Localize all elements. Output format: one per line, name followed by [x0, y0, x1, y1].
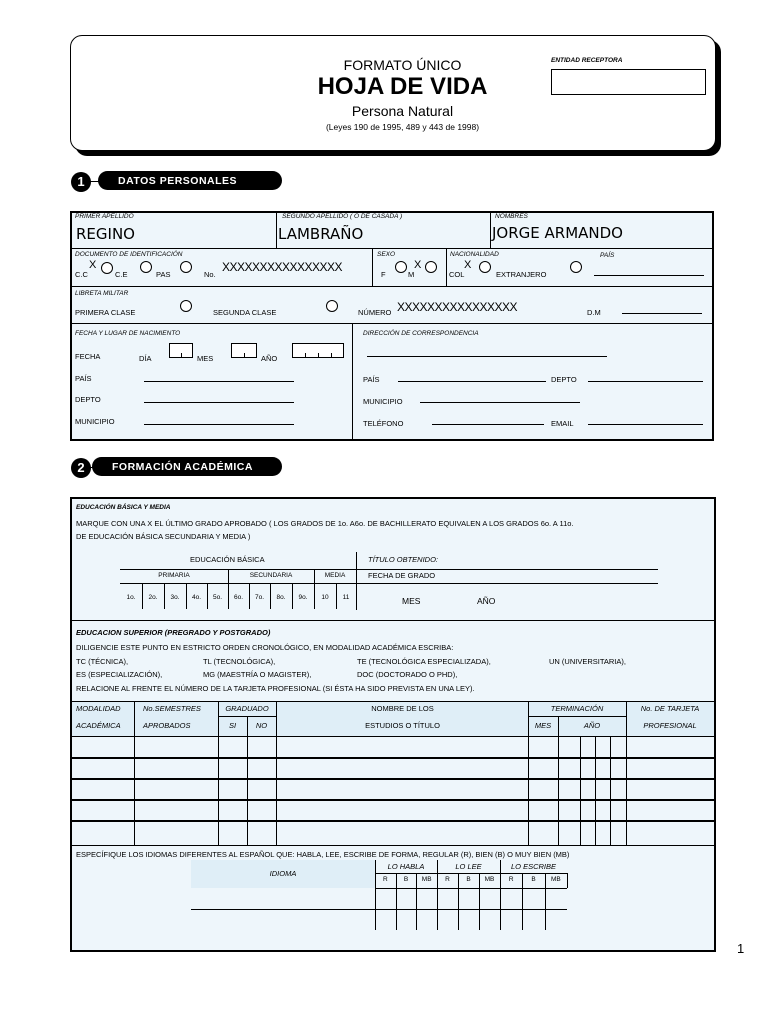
- libreta-label: LIBRETA MILITAR: [75, 290, 129, 297]
- skill-mb-label: MB: [550, 876, 561, 883]
- idiomas-instr: ESPECÍFIQUE LOS IDIOMAS DIFERENTES AL ESPAÑOL QUE: HABLA, LEE, ESCRIBE DE FORMA, REGULAR (R), BIEN (B) O MUY BIEN (MB): [76, 850, 570, 859]
- ce-radio[interactable]: [140, 261, 152, 273]
- libreta-number-value[interactable]: XXXXXXXXXXXXXXXX: [397, 300, 518, 314]
- table-row[interactable]: [70, 799, 716, 801]
- nacionalidad-label: NACIONALIDAD: [450, 251, 499, 258]
- telefono-field[interactable]: [432, 424, 544, 425]
- skill-r-label: R: [508, 876, 514, 883]
- numero-label: NÚMERO: [358, 308, 392, 317]
- mes-label: MES: [197, 354, 214, 363]
- te-label: TE (TECNOLÓGICA ESPECIALIZADA),: [357, 657, 491, 666]
- fecha-label: FECHA: [75, 352, 101, 361]
- page-number: 1: [737, 941, 745, 956]
- grado-cell[interactable]: 6o.: [233, 594, 244, 601]
- grado-mes-label: MES: [402, 596, 421, 606]
- col-terminacion: TERMINACIÓN: [550, 704, 604, 713]
- lo-escribe-label: LO ESCRIBE: [510, 862, 556, 871]
- extranjero-label: EXTRANJERO: [496, 270, 547, 279]
- primera-clase-radio[interactable]: [180, 300, 192, 312]
- col-tarjeta2: PROFESIONAL: [643, 721, 697, 730]
- col-nombre1: NOMBRE DE LOS: [371, 704, 434, 713]
- skill-b-label: B: [531, 876, 536, 883]
- dir-depto-field[interactable]: [588, 381, 703, 382]
- nac-pais-label: PAÍS: [75, 374, 92, 383]
- lo-habla-label: LO HABLA: [387, 862, 425, 871]
- f-label: F: [381, 270, 386, 279]
- pais-nac-label: PAÍS: [600, 252, 615, 259]
- col-radio[interactable]: [479, 261, 491, 273]
- media-label: MEDIA: [324, 572, 346, 579]
- extranjero-radio[interactable]: [570, 261, 582, 273]
- table-row[interactable]: [70, 757, 716, 759]
- entidad-field[interactable]: [551, 69, 706, 95]
- dir-municipio-label: MUNICIPIO: [363, 397, 403, 406]
- segundo-apellido-value[interactable]: LAMBRAÑO: [278, 225, 364, 243]
- es-label: ES (ESPECIALIZACIÓN),: [76, 670, 163, 679]
- grado-cell[interactable]: 11: [342, 594, 350, 601]
- sup-instr2: RELACIONE AL FRENTE EL NÚMERO DE LA TARJETA PROFESIONAL (SI ÉSTA HA SIDO PREVISTA EN UNA LEY).: [76, 684, 475, 693]
- dir-pais-label: PAÍS: [363, 375, 380, 384]
- col-mes: MES: [534, 721, 552, 730]
- dir-depto-label: DEPTO: [551, 375, 577, 384]
- col-modalidad1: MODALIDAD: [76, 704, 121, 713]
- m-radio[interactable]: [425, 261, 437, 273]
- skill-mb-label: MB: [421, 876, 432, 883]
- nacimiento-label: FECHA Y LUGAR DE NACIMIENTO: [75, 330, 181, 337]
- col-semestres1: No.SEMESTRES: [143, 704, 201, 713]
- grado-cell[interactable]: 2o.: [148, 594, 158, 601]
- nac-pais-field[interactable]: [144, 381, 294, 382]
- educacion-basica-label: EDUCACIÓN BÁSICA: [190, 555, 265, 564]
- grado-anio-label: AÑO: [477, 596, 496, 606]
- titulo-obtenido-label: TÍTULO OBTENIDO:: [368, 555, 439, 564]
- section2-pill: [92, 457, 282, 476]
- fecha-grado-label: FECHA DE GRADO: [368, 571, 436, 580]
- grado-cell[interactable]: 9o.: [298, 594, 308, 601]
- dir-pais-field[interactable]: [398, 381, 546, 382]
- section2-number: 2: [71, 458, 91, 478]
- grado-cell[interactable]: 4o.: [191, 594, 202, 601]
- page-title: HOJA DE VIDA: [317, 73, 488, 100]
- cc-mark: X: [89, 259, 97, 271]
- col-tarjeta1: No. DE TARJETA: [640, 704, 700, 713]
- section1-title: DATOS PERSONALES: [118, 175, 238, 187]
- basica-instr2: DE EDUCACIÓN BÁSICA SECUNDARIA Y MEDIA ): [76, 532, 251, 541]
- col-no: NO: [255, 721, 268, 730]
- idioma-label: IDIOMA: [269, 869, 297, 878]
- col-nombre2: ESTUDIOS O TÍTULO: [365, 721, 440, 730]
- doc-label-sup: DOC (DOCTORADO O PHD),: [357, 670, 458, 679]
- grado-cell[interactable]: 10: [321, 594, 329, 601]
- primaria-label: PRIMARIA: [158, 572, 190, 579]
- table-row[interactable]: [70, 820, 716, 822]
- primer-apellido-label: PRIMER APELLIDO: [75, 213, 134, 220]
- primer-apellido-value[interactable]: REGINO: [76, 225, 135, 243]
- col-mark: X: [464, 259, 472, 271]
- leyes-label: (Leyes 190 de 1995, 489 y 443 de 1998): [325, 122, 480, 132]
- subtitle: Persona Natural: [351, 103, 454, 119]
- doc-number-value[interactable]: XXXXXXXXXXXXXXXX: [222, 260, 343, 274]
- m-mark: X: [414, 259, 422, 271]
- skill-b-label: B: [403, 876, 409, 883]
- col-label: COL: [449, 270, 465, 279]
- col-graduado: GRADUADO: [225, 704, 269, 713]
- section1-pill: [98, 171, 282, 190]
- direccion-field[interactable]: [367, 356, 607, 357]
- superior-label: EDUCACION SUPERIOR (PREGRADO Y POSTGRADO): [76, 628, 271, 637]
- lo-lee-label: LO LEE: [455, 862, 482, 871]
- nac-municipio-label: MUNICIPIO: [75, 417, 115, 426]
- sexo-label-text: SEXO: [377, 251, 396, 258]
- segundo-apellido-label: SEGUNDO APELLIDO ( O DE CASADA ): [282, 213, 403, 220]
- tc-label: TC (TÉCNICA),: [76, 657, 129, 666]
- table-row[interactable]: [70, 778, 716, 780]
- segunda-clase-radio[interactable]: [326, 300, 338, 312]
- email-field[interactable]: [588, 424, 703, 425]
- grado-cell[interactable]: 3o.: [170, 594, 180, 601]
- email-label: EMAIL: [551, 419, 574, 428]
- sup-instr1: DILIGENCIE ESTE PUNTO EN ESTRICTO ORDEN CRONOLÓGICO, EN MODALIDAD ACADÉMICA ESCRIBA:: [76, 643, 454, 652]
- doc-label: DOCUMENTO DE IDENTIFICACIÓN: [75, 251, 183, 258]
- m-label: M: [408, 270, 415, 279]
- col-anio: AÑO: [583, 721, 601, 730]
- grado-cell[interactable]: 7o.: [254, 594, 265, 601]
- telefono-label: TELÉFONO: [363, 419, 404, 428]
- mg-label: MG (MAESTRÍA O MAGISTER),: [203, 670, 312, 679]
- no-label: No.: [204, 270, 216, 279]
- dm-label: D.M: [587, 308, 601, 317]
- skill-b-label: B: [466, 876, 471, 883]
- cc-label: C.C: [75, 270, 88, 279]
- skill-r-label: R: [445, 876, 450, 883]
- tl-label: TL (TECNOLÓGICA),: [203, 657, 276, 666]
- pas-radio[interactable]: [180, 261, 192, 273]
- secundaria-label: SECUNDARIA: [249, 572, 293, 579]
- entidad-label: ENTIDAD RECEPTORA: [551, 57, 623, 64]
- basica-instr1: MARQUE CON UNA X EL ÚLTIMO GRADO APROBADO ( LOS GRADOS DE 1o. A6o. DE BACHILLERATO EQUIVALEN A LOS GRADOS 6o. A 11o.: [76, 519, 574, 528]
- col-si: SI: [228, 721, 237, 730]
- grado-cell[interactable]: 8o.: [276, 594, 286, 601]
- primera-clase-label: PRIMERA CLASE: [75, 308, 136, 317]
- section1-number: 1: [71, 172, 91, 192]
- skill-r-label: R: [382, 876, 388, 883]
- col-modalidad2: ACADÉMICA: [76, 721, 121, 730]
- dm-field[interactable]: [622, 313, 702, 314]
- col-semestres2: APROBADOS: [143, 721, 191, 730]
- cc-radio[interactable]: [101, 262, 113, 274]
- nombres-value[interactable]: JORGE ARMANDO: [492, 224, 623, 242]
- dia-label: DÍA: [139, 354, 152, 363]
- anio-label: AÑO: [261, 354, 278, 363]
- basica-label: EDUCACIÓN BÁSICA Y MEDIA: [76, 504, 171, 511]
- pais-nac-field[interactable]: [594, 275, 704, 276]
- f-radio[interactable]: [395, 261, 407, 273]
- section1-table: [70, 211, 714, 441]
- nac-depto-label: DEPTO: [75, 395, 101, 404]
- nac-depto-field[interactable]: [144, 402, 294, 403]
- grado-cell[interactable]: 1o.: [126, 594, 136, 601]
- direccion-label: DIRECCIÓN DE CORRESPONDENCIA: [363, 330, 479, 337]
- formato-label: FORMATO ÚNICO: [343, 57, 462, 73]
- skill-mb-label: MB: [484, 876, 495, 883]
- dir-municipio-field[interactable]: [420, 402, 580, 403]
- pas-label: PAS: [156, 270, 171, 279]
- segunda-clase-label: SEGUNDA CLASE: [213, 308, 277, 317]
- idioma-row[interactable]: [191, 909, 567, 910]
- grado-cell[interactable]: 5o.: [212, 594, 223, 601]
- nombres-label: NOMBRES: [495, 213, 528, 220]
- un-label: UN (UNIVERSITARIA),: [549, 657, 626, 666]
- section2-title: FORMACIÓN ACADÉMICA: [112, 461, 253, 473]
- nac-municipio-field[interactable]: [144, 424, 294, 425]
- ce-label: C.E: [115, 270, 128, 279]
